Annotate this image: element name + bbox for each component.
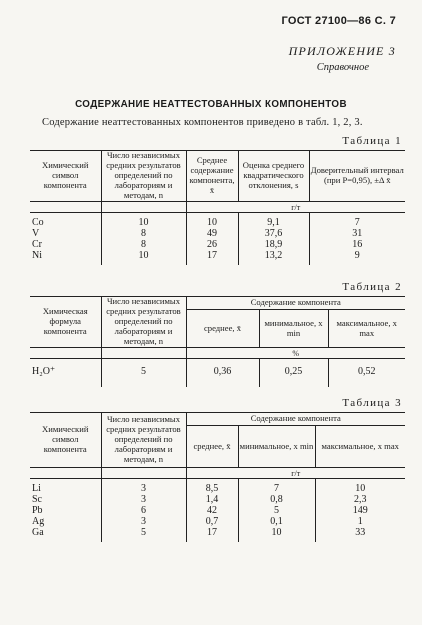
t1-header-count: Число независимых средних результатов определений по лабораториям и методам, n <box>101 151 186 202</box>
table-row: Li 3 8,5 7 10 <box>30 483 405 494</box>
t3-header-max: максимальное, x max <box>315 426 405 468</box>
table2-label: Таблица 2 <box>342 281 402 293</box>
t2-header-count: Число независимых средних результатов определений по лабораториям и методам, n <box>101 297 186 348</box>
t3-header-mean: среднее, x̄ <box>186 426 238 468</box>
table-row: V 8 49 37,6 31 <box>30 228 405 239</box>
table-row: Ga 5 17 10 33 <box>30 527 405 538</box>
t1-header-sd: Оценка среднего квадратического отклонения, s <box>238 151 309 202</box>
table-row: Ag 3 0,7 0,1 1 <box>30 516 405 527</box>
table-1 <box>30 150 405 265</box>
table-row: Ni 10 17 13,2 9 <box>30 250 405 261</box>
t2-header-formula: Химическая формула компонента <box>42 306 88 336</box>
t3-header-min: минимальное, x min <box>238 426 315 468</box>
table-row: Sc 3 1,4 0,8 2,3 <box>30 494 405 505</box>
appendix-title: ПРИЛОЖЕНИЕ 3 <box>288 44 396 58</box>
table3-label: Таблица 3 <box>342 397 402 409</box>
t2-header-min: минимальное, x min <box>259 310 328 348</box>
t2-unit: % <box>186 348 405 359</box>
t3-unit: г/т <box>186 468 405 479</box>
intro-paragraph: Содержание неаттестованных компонентов приведено в табл. 1, 2, 3. <box>42 117 363 128</box>
t2-header-max: максимальное, x max <box>328 310 405 348</box>
t3-header-count: Число независимых средних результатов определений по лабораториям и методам, n <box>101 413 186 468</box>
table-row: Co 10 10 9,1 7 <box>30 217 405 228</box>
table-2 <box>30 296 405 387</box>
table-row: H₂O⁺ 5 0,36 0,25 0,52 <box>30 359 405 384</box>
table1-label: Таблица 1 <box>342 135 402 147</box>
t3-header-group: Содержание компонента <box>186 413 405 426</box>
t1-header-mean: Среднее содержание компонента, x̄ <box>186 151 238 202</box>
t2-header-mean: среднее, x̄ <box>186 310 259 348</box>
t1-header-element: Химический символ компонента <box>42 160 89 190</box>
t1-header-ci: Доверительный интервал (при P=0,95), ±Δ x̄ <box>309 151 405 202</box>
appendix-reference-note: Справочное <box>316 62 369 73</box>
table-row: Pb 6 42 5 149 <box>30 505 405 516</box>
table-row: Cr 8 26 18,9 16 <box>30 239 405 250</box>
page-header: ГОСТ 27100—86 С. 7 <box>281 15 396 27</box>
table-3 <box>30 412 405 542</box>
section-title: СОДЕРЖАНИЕ НЕАТТЕСТОВАННЫХ КОМПОНЕНТОВ <box>75 99 347 110</box>
t1-unit: г/т <box>186 202 405 213</box>
t2-header-group: Содержание компонента <box>186 297 405 310</box>
t3-header-element: Химический символ компонента <box>42 424 89 454</box>
